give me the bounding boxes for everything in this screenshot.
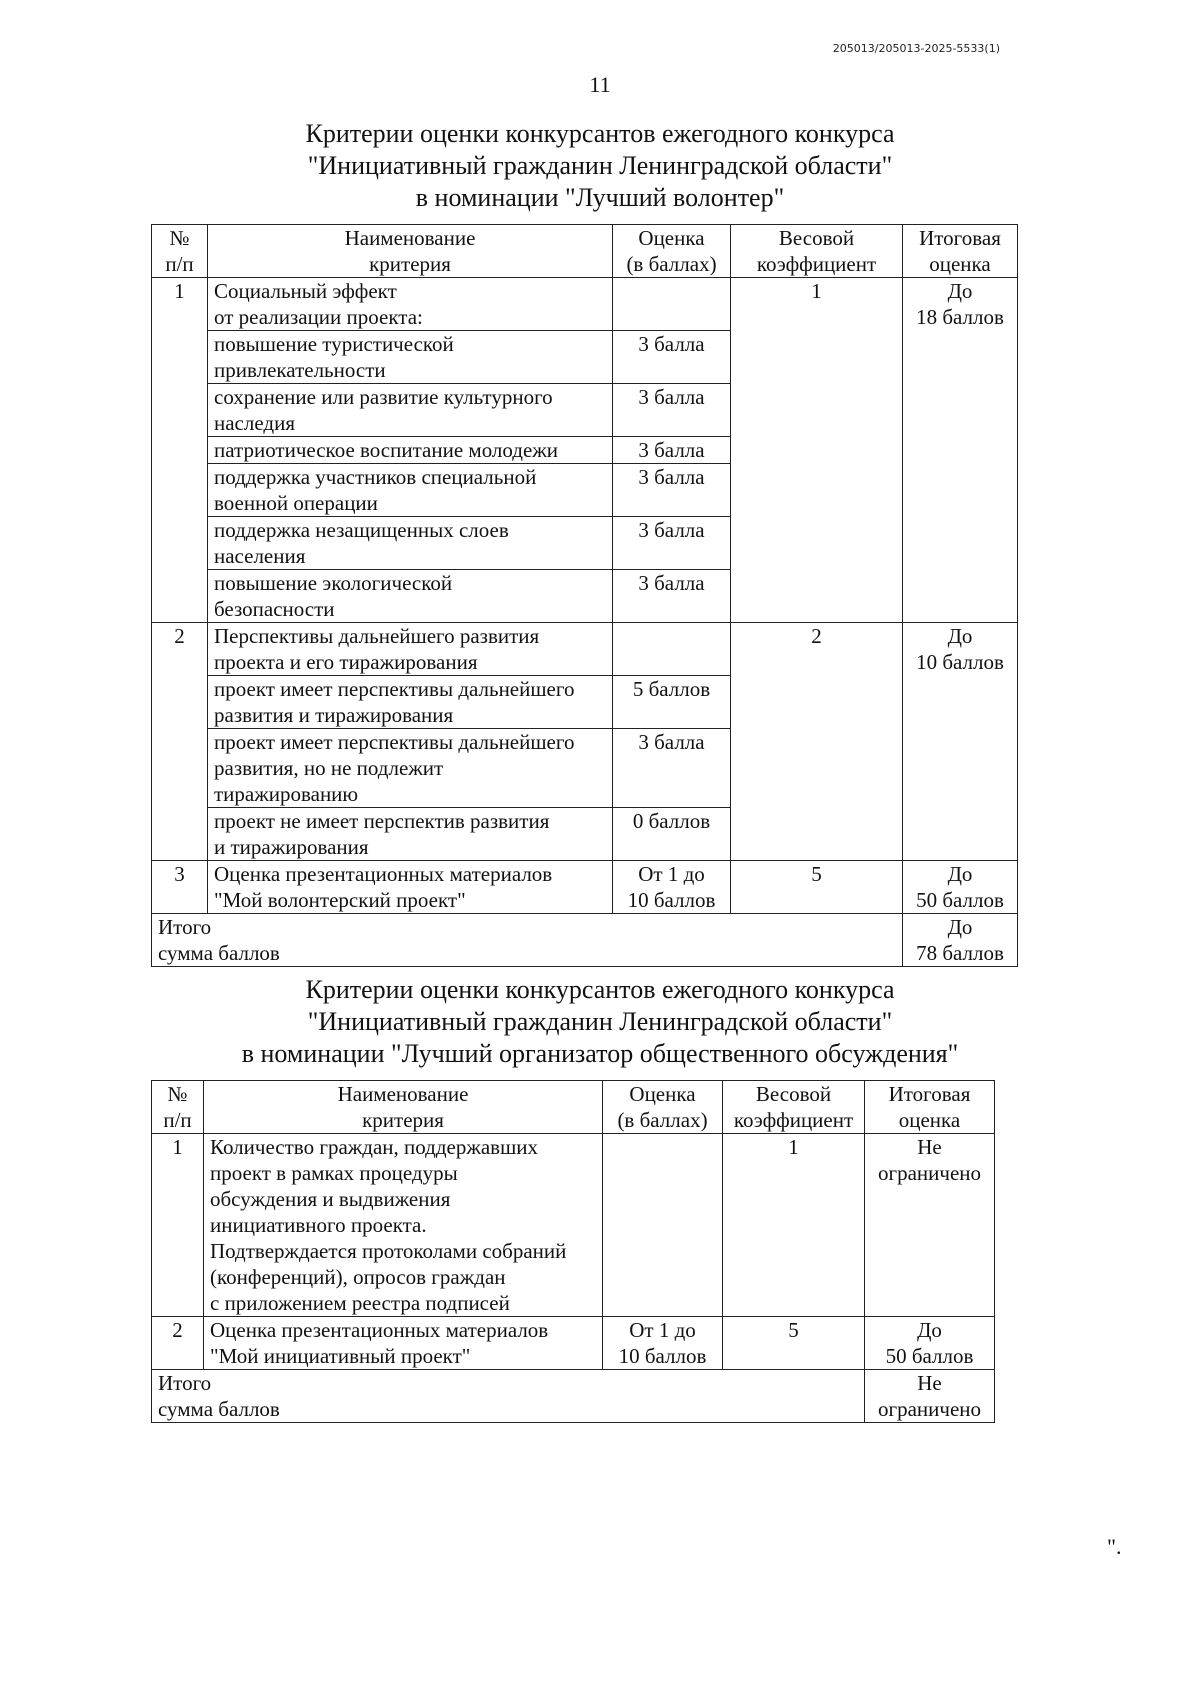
subcriterion-text: повышение экологической безопасности [208, 570, 613, 623]
criterion-total: До 18 баллов [903, 278, 1018, 623]
subcriterion-text: патриотическое воспитание молодежи [208, 437, 613, 464]
criterion-weight: 5 [723, 1317, 865, 1370]
header-total: Итоговая оценка [903, 225, 1018, 278]
criterion-name: Оценка презентационных материалов "Мой инициативный проект" [204, 1317, 603, 1370]
criterion-score: От 1 до 10 баллов [613, 861, 731, 914]
subcriterion-score: 3 балла [613, 384, 731, 437]
subcriterion-text: поддержка участников специальной военной операции [208, 464, 613, 517]
header-name: Наименование критерия [204, 1081, 603, 1134]
table-footer-row [152, 914, 1018, 967]
criterion-total: До 50 баллов [865, 1317, 995, 1370]
section-2-title [150, 974, 1050, 1070]
title-line: Критерии оценки конкурсантов ежегодного конкурса [305, 975, 895, 1004]
criterion-name: Социальный эффект от реализации проекта: [208, 278, 613, 331]
subcriterion-score: 3 балла [613, 729, 731, 808]
footer-label: Итого сумма баллов [152, 914, 903, 967]
criterion-total: До 10 баллов [903, 623, 1018, 861]
title-line: в номинации "Лучший организатор общественного обсуждения" [241, 1039, 959, 1068]
title-line: Критерии оценки конкурсантов ежегодного конкурса [305, 119, 895, 148]
subcriterion-score: 3 балла [613, 570, 731, 623]
criterion-name: Оценка презентационных материалов "Мой волонтерский проект" [208, 861, 613, 914]
criterion-weight: 2 [731, 623, 903, 861]
row-num: 1 [152, 278, 208, 623]
footer-label: Итого сумма баллов [152, 1370, 865, 1423]
table-header-row [152, 1081, 995, 1134]
footer-total: Не ограничено [865, 1370, 995, 1423]
subcriterion-score: 3 балла [613, 331, 731, 384]
criteria-table-2 [151, 1080, 995, 1423]
page-number: 11 [589, 72, 611, 97]
criterion-name: Перспективы дальнейшего развития проекта и его тиражирования [208, 623, 613, 676]
criterion-score [613, 278, 731, 331]
header-total: Итоговая оценка [865, 1081, 995, 1134]
header-weight: Весовой коэффициент [731, 225, 903, 278]
table-row [152, 1317, 995, 1370]
subcriterion-text: сохранение или развитие культурного наследия [208, 384, 613, 437]
subcriterion-score: 3 балла [613, 517, 731, 570]
row-num: 2 [152, 1317, 204, 1370]
subcriterion-score: 3 балла [613, 437, 731, 464]
subcriterion-text: повышение туристической привлекательности [208, 331, 613, 384]
header-score: Оценка (в баллах) [613, 225, 731, 278]
subcriterion-text: проект не имеет перспектив развития и тиражирования [208, 808, 613, 861]
footer-total: До 78 баллов [903, 914, 1018, 967]
table-header-row [152, 225, 1018, 278]
document-id: 205013/205013-2025-5533(1) [832, 42, 1000, 55]
criterion-weight: 1 [723, 1134, 865, 1317]
subcriterion-score: 5 баллов [613, 676, 731, 729]
section-1-title [150, 118, 1050, 214]
closing-quote-mark: ". [1107, 1534, 1122, 1559]
criterion-score [603, 1134, 723, 1317]
header-num: № п/п [152, 1081, 204, 1134]
criterion-weight: 1 [731, 278, 903, 623]
table-row [152, 1134, 995, 1317]
header-score: Оценка (в баллах) [603, 1081, 723, 1134]
criterion-score [613, 623, 731, 676]
header-name: Наименование критерия [208, 225, 613, 278]
row-num: 1 [152, 1134, 204, 1317]
criterion-total: Не ограничено [865, 1134, 995, 1317]
title-line: в номинации "Лучший волонтер" [415, 183, 785, 212]
subcriterion-score: 0 баллов [613, 808, 731, 861]
header-num: № п/п [152, 225, 208, 278]
criterion-total: До 50 баллов [903, 861, 1018, 914]
table-footer-row [152, 1370, 995, 1423]
header-weight: Весовой коэффициент [723, 1081, 865, 1134]
table-row [152, 623, 1018, 676]
criterion-score: От 1 до 10 баллов [603, 1317, 723, 1370]
criterion-weight: 5 [731, 861, 903, 914]
table-row [152, 861, 1018, 914]
table-row [152, 278, 1018, 331]
row-num: 2 [152, 623, 208, 861]
subcriterion-text: проект имеет перспективы дальнейшего развития, но не подлежит тиражированию [208, 729, 613, 808]
row-num: 3 [152, 861, 208, 914]
title-line: "Инициативный гражданин Ленинградской области" [307, 151, 893, 180]
subcriterion-score: 3 балла [613, 464, 731, 517]
criteria-table-1 [151, 224, 1018, 967]
criterion-name: Количество граждан, поддержавших проект в рамках процедуры обсуждения и выдвижения инициативного проекта. Подтверждается протоколами собраний (конференций), опросов граждан с приложением реестра подписей [204, 1134, 603, 1317]
title-line: "Инициативный гражданин Ленинградской области" [307, 1007, 893, 1036]
subcriterion-text: проект имеет перспективы дальнейшего развития и тиражирования [208, 676, 613, 729]
subcriterion-text: поддержка незащищенных слоев населения [208, 517, 613, 570]
